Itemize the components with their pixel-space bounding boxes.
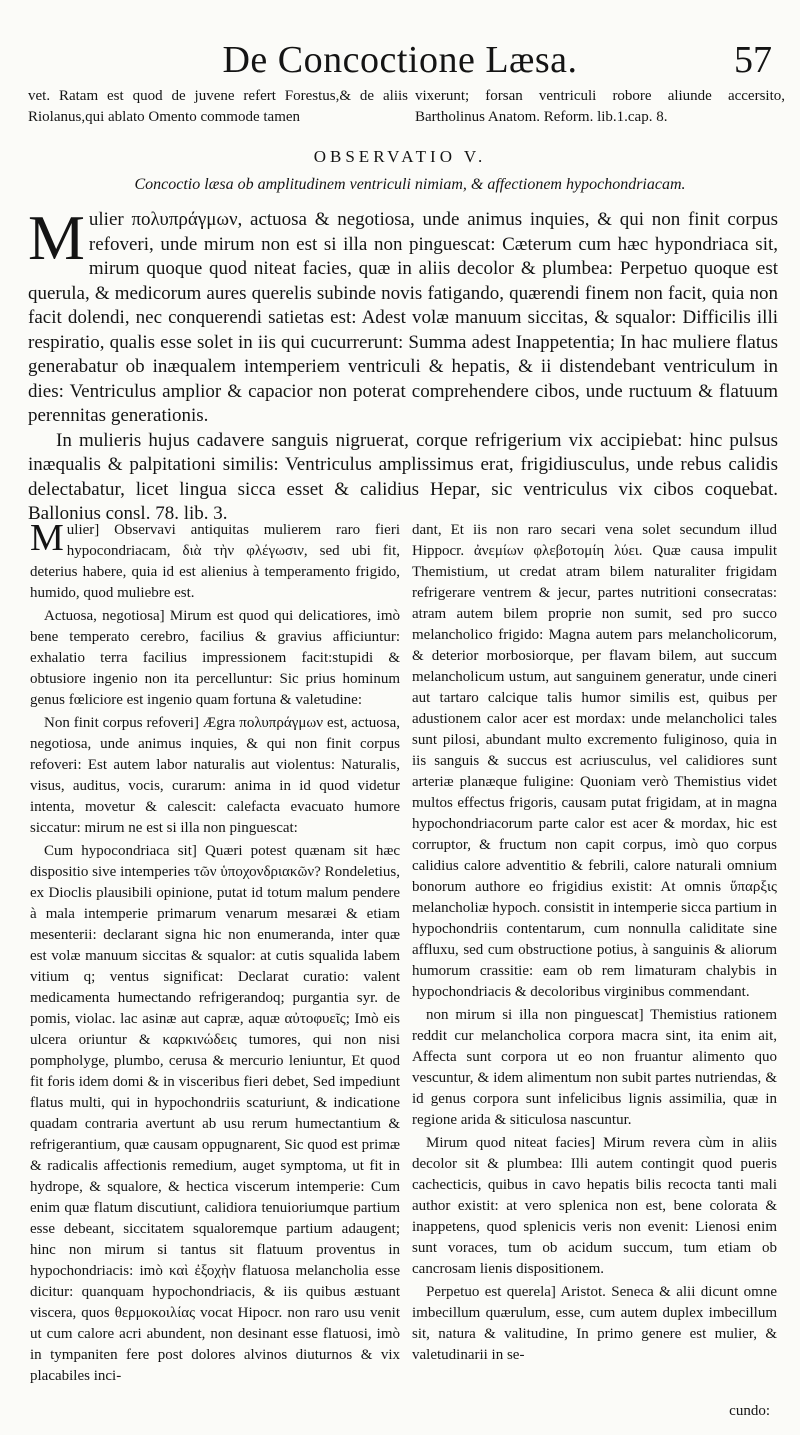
commentary-paragraph: Mirum quod niteat facies] Mirum revera cùm in aliis decolor sit & plumbea: Illi autem contingit quod pueris cachecticis, quibus in cavo hepatis bilis recocta tanti mali author existit: at vero splenica non est, bene colorata & inappetens, quod splenicis veris non evenit: Lienosi enim sunt voraces, tum ob acidum succum, tum etiam ob cancrosam lienis dispositionem.: [412, 1135, 777, 1277]
top-left-text: vet. Ratam est quod de juvene refert Forestus,& de aliis Riolanus,qui ablato Omento commode tamen: [28, 88, 408, 125]
top-column-left: [28, 86, 408, 128]
drop-cap: M: [28, 202, 85, 273]
main-paragraph-1: [28, 202, 778, 429]
observation-heading: OBSERVATIO V.: [313, 147, 487, 166]
commentary-paragraph: Cum hypocondriaca sit] Quæri potest quænam sit hæc dispositio sive intemperies τῶν ὑποχονδριακῶν? Rondeletius, ex Dioclis plausibili opinione, putat id totum malum pendere à mala intemperie primarum venarum mesaræi & etiam mesenterii: declarant signa hic non enumeranda, inter quæ est volæ manuum siccitas & squalor: at cutis squalida labem vitium q; ventus significat: Declarat curatio: valent medicamenta humectando refrigerandoq; purgantia syr. de pomis, violac. lac asinæ aut capræ, aquæ αὐτοφυεῖς; Imò eis ulcera oriuntur & καρκινώδεις tumores, qui non nisi pompholyge, plumbo, cerusa & mercurio leniuntur, Et quod fit foris idem domi & in visceribus fieri debet, Sed impediunt flatus multi, qui in hypochondriis scaturiunt, & indicatione quadam contraria avertunt ab usu rerum humectantium & refrigerantium, quæ causam oppugnarent, Sic quod est primæ & radicalis affectionis remedium, auget symptoma, ut fit in hydrope, & squalore, & hectica viscerum intemperie: Cum enim quæ flatum discutiunt, calidiora tenuioriumque partium esse debeant, siccitatem squaloremque partium adaugent; hinc non mirum si tantus sit flatuum proventus in hypochondriacis: imò καὶ ἐξοχὴν flatuosa melancholia esse dicitur: quanquam hypochondriacis, & iis quibus æstuant viscera, quos θερμοκοιλίας vocat Hipocr. non raro usu venit ut cum calore acri abundent, non desinant esse flatuosi, imò in tympaniten fere post dolores alvinos diuturnos & vix placabiles inci-: [30, 843, 400, 1384]
commentary-paragraph: Non finit corpus refoveri] Ægra πολυπράγμων est, actuosa, negotiosa, unde animus inquies, & qui non finit corpus refoveri: Est autem labor naturalis aut violentus: Naturalis, visus, auditus, vocis, curarum: anima in id quod videtur intenta, movetur & calescit: calefacta evacuato humore siccatur: mirum ne est si illa non pinguescat:: [30, 715, 400, 836]
running-title: De Concoctione Læsa.: [222, 39, 578, 81]
commentary-paragraph: [30, 517, 400, 604]
top-right-text: vixerunt; forsan ventriculi robore aliunde accersito, Bartholinus Anatom. Reform. lib.1.cap. 8.: [415, 88, 785, 125]
commentary-paragraph: Actuosa, negotiosa] Mirum est quod qui delicatiores, imò bene temperato cerebro, facilius & gravius afficiuntur: exhalatio terra facilius impressionem facit:stupidi & obtusiore ingenio non ita percelluntur: Sic prius hominum genus fœliciore est ingenio quam fortuna & valetudine:: [30, 608, 400, 708]
observation-subtitle: Concoctio læsa ob amplitudinem ventriculi nimiam, & affectionem hypochondriacam.: [134, 176, 686, 193]
main-paragraph-1-text: ulier πολυπράγμων, actuosa & negotiosa, unde animus inquies, & qui non finit corpus refoveri, unde mirum non est si illa non pinguescat: Cæterum cum hæc hypondriaca sit, mirum quoque quod niteat facies, quæ in aliis decolor & plumbea: Perpetuo quoque est querula, & medicorum aures querelis subinde novis fatigando, quærendi finem non facit, quia non facit dolendi, nec conquerendi satietas est: Adest volæ manuum siccitas, & squalor: Difficilis illi respiratio, qualis esse solet in iis qui cucurrerunt: Summa adest Inappetentia; In hac muliere flatus generabatur ob inæqualem intemperiem ventriculi & hepatis, & ii distendebant ventriculum in dies: Ventriculus amplior & capacior non poterat comprehendere cibos, unde ructuum & flatuum perennitas generationis.: [28, 209, 778, 426]
main-paragraph-2: In mulieris hujus cadavere sanguis nigruerat, corque refrigerium vix accipiebat: hinc pulsus inæqualis & palpitationi similis: Ventriculus amplissimus erat, frigidiusculus, unde rebus calidis delectabatur, licet lingua sicca esset & calidius Hepar, sic ventriculus vix cibos coquebat. Ballonius consl. 78. lib. 3.: [28, 429, 778, 524]
commentary-column-right: [412, 520, 777, 1368]
commentary-column-left: [30, 517, 400, 1389]
main-observation-text: [28, 202, 778, 527]
catchword: cundo:: [729, 1403, 770, 1419]
top-column-right: [415, 86, 785, 128]
commentary-paragraph: Perpetuo est querela] Aristot. Seneca & alii dicunt omne imbecillum quærulum, esse, cum autem duplex imbecillum sit, natura & valitudine, In primo genere est mulier, & valetudinarii in se-: [412, 1284, 777, 1363]
commentary-drop-cap: M: [30, 517, 64, 559]
commentary-paragraph: dant, Et iis non raro secari vena solet secundum illud Hippocr. ἀνεμίων φλεβοτομίη λύει. Quæ causa impulit Themistium, ut credat atram bilem naturaliter frigidam refrigerare ventrem & jecur, partes nutritioni consecratas: atram autem bilem proprie non sumit, sed pro succo melancholico frigido: Magna autem pars melancholicorum, & deterior morbosiorque, per flavam bilem, aut succum melancholicum ustum, aut sanguinem generatur, unde cineri aut tartaro calcique talis humor similis est, quibus per adustionem calor acer est mordax: unde melancholici tales sunt pilosi, abundant multo excremento fuliginoso, quia in iis sanguis & succus est acriusculus, vel calidiores sunt arteriæ planæque fuligine: Quoniam verò Themistius videt multos effectus frigoris, causam putat frigidam, at in magna hypochondriacorum parte calor est acer & mordax, hic est corruptor, & fructum non capit corpus, imò quo corpus calidius calore adventitio & febrili, calore naturali omnium bonorum authore eo frigidius existit: At omnis ὕπαρξις melancholiæ hypoch. consistit in intemperie sicca partium in hypochondriis contentarum, cum nonnulla caliditate sine affluxu, sed cum obstructione potius, à sanguinis & aliorum humorum crassitie: eam ob rem limaturam chalybis in hypochondriacis & decoloribus virginibus commendant.: [412, 522, 777, 1000]
page-number: 57: [734, 39, 772, 81]
commentary-paragraph: non mirum si illa non pinguescat] Themistius rationem reddit cur melancholica corpora macra sint, ita enim ait, Affecta sunt corpora ut eo non fruantur alimento quo vescuntur, & idem alimentum non subit partes nutriendas, & id genus corpora sunt infelicibus lignis assimilia, quæ in regione arida & siticulosa nascuntur.: [412, 1007, 777, 1128]
commentary-paragraph-text: ulier] Observavi antiquitas mulierem raro fieri hypocondriacam, διὰ τὴν φλέγωσιν, sed ubi fit, deterius habere, quia id est alienius à temperamento frigido, humido, quod muliebre est.: [30, 522, 400, 601]
